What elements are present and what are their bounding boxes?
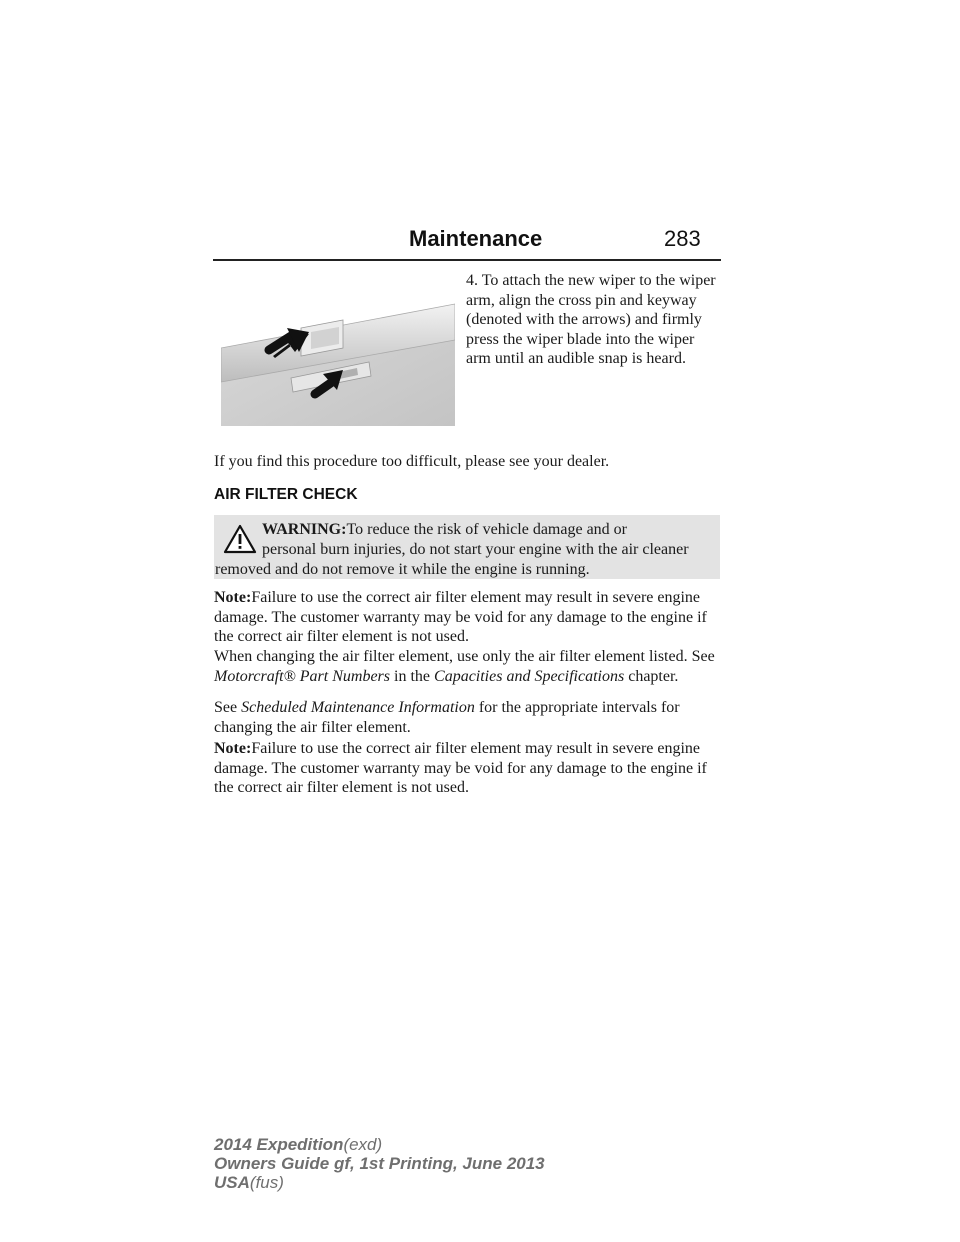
footer-guide: Owners Guide gf, 1st Printing, June 2013 <box>214 1154 545 1173</box>
page-title: Maintenance <box>409 226 543 251</box>
paragraph-text: for the appropriate intervals for changing the air filter element. <box>214 699 680 736</box>
note-text: Failure to use the correct air filter element may result in severe engine damage. The customer warranty may be void for any damage to the engine if the correct air filter element is not used. <box>214 589 707 645</box>
paragraph-text: chapter. <box>628 667 679 685</box>
footer-market: USA <box>214 1173 250 1192</box>
note-text: Failure to use the correct air filter element may result in severe engine damage. The customer warranty may be void for any damage to the engine if the correct air filter element is not used. <box>214 740 707 796</box>
warning-box <box>214 515 720 579</box>
footer-guide-line <box>214 1154 545 1173</box>
reference-scheduled-maintenance: Scheduled Maintenance Information <box>241 699 475 716</box>
changing-filter-paragraph <box>214 647 722 686</box>
header-divider <box>213 259 721 261</box>
note-label: Note: <box>214 740 252 757</box>
warning-text-line1: To reduce the risk of vehicle damage and or <box>346 521 627 538</box>
section-heading: AIR FILTER CHECK <box>214 486 358 503</box>
footer-market-code: (fus) <box>249 1173 284 1192</box>
reference-capacities-chapter: Capacities and Specifications <box>434 667 625 685</box>
scheduled-maintenance-paragraph <box>214 698 722 737</box>
warning-first-line <box>262 520 712 540</box>
step-4-text: 4. To attach the new wiper to the wiper arm, align the cross pin and keyway (denoted with the arrows) and firmly press the wiper blade into the wiper arm until an audible snap is heard. <box>466 272 716 367</box>
warning-text-rest: personal burn injuries, do not start your engine with the air cleaner removed and do not remove it while the engine is running. <box>215 541 689 578</box>
note-paragraph-2 <box>214 739 722 798</box>
footer-market-line <box>214 1173 545 1192</box>
footer-model-line <box>214 1135 545 1154</box>
paragraph-text: in the <box>394 667 431 685</box>
wiper-arm-illustration <box>221 270 455 426</box>
warning-label: WARNING: <box>262 521 347 538</box>
paragraph-text: See <box>214 699 238 716</box>
reference-part-numbers: Motorcraft® Part Numbers <box>214 667 391 685</box>
note-label: Note: <box>214 589 252 606</box>
page-number: 283 <box>664 226 701 251</box>
footer-model: 2014 Expedition <box>214 1135 344 1154</box>
footer-model-code: (exd) <box>343 1135 383 1154</box>
paragraph-text: When changing the air filter element, use only the air filter element listed. See <box>214 648 715 665</box>
note-paragraph-1 <box>214 588 722 647</box>
dealer-paragraph: If you find this procedure too difficult, please see your dealer. <box>214 453 610 470</box>
print-footer <box>214 1135 545 1192</box>
